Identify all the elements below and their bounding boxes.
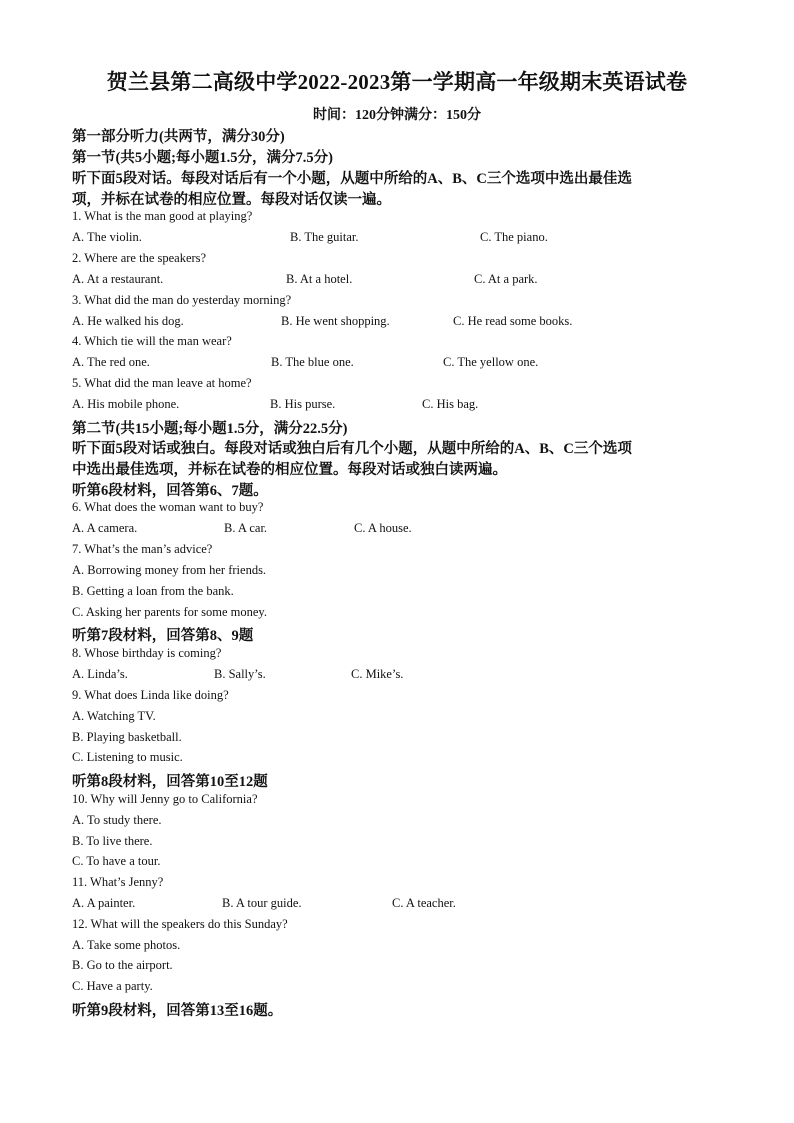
material-9-heading: 听第9段材料，回答第13至16题。 [72,1003,283,1019]
question-1-option-c: C. The piano. [480,230,548,244]
section1-heading: 第一节(共5小题;每小题1.5分，满分7.5分) [72,150,333,166]
question-5: 5. What did the man leave at home? [72,376,252,390]
question-10-option-c: C. To have a tour. [72,854,161,868]
question-2: 2. Where are the speakers? [72,251,207,265]
question-12-option-c: C. Have a party. [72,979,153,993]
question-1: 1. What is the man good at playing? [72,209,253,223]
question-12-option-a: A. Take some photos. [72,938,181,952]
question-7-option-b: B. Getting a loan from the bank. [72,584,234,598]
question-5-option-c: C. His bag. [422,397,479,411]
question-2-option-b: B. At a hotel. [286,272,353,286]
question-3-option-b: B. He went shopping. [281,314,390,328]
question-7-option-c: C. Asking her parents for some money. [72,605,267,619]
question-2-option-c: C. At a park. [474,272,538,286]
question-11-option-c: C. A teacher. [392,896,456,910]
exam-title: 贺兰县第二高级中学2022-2023第一学期高一年级期末英语试卷 [106,70,688,94]
question-8-option-b: B. Sally’s. [214,667,266,681]
question-4-option-c: C. The yellow one. [443,355,539,369]
question-4-option-b: B. The blue one. [271,355,354,369]
question-6-option-b: B. A car. [224,521,268,535]
question-8-option-a: A. Linda’s. [72,667,128,681]
question-6: 6. What does the woman want to buy? [72,500,264,514]
question-11-option-a: A. A painter. [72,896,136,910]
section1-instruction-line2: 项，并标在试卷的相应位置。每段对话仅读一遍。 [72,192,391,208]
question-8: 8. Whose birthday is coming? [72,646,222,660]
material-8-heading: 听第8段材料，回答第10至12题 [72,774,268,790]
question-9: 9. What does Linda like doing? [72,688,229,702]
question-8-option-c: C. Mike’s. [351,667,404,681]
section2-instruction-line2: 中选出最佳选项，并标在试卷的相应位置。每段对话或独白读两遍。 [72,462,507,478]
question-6-option-c: C. A house. [354,521,412,535]
question-1-option-a: A. The violin. [72,230,142,244]
question-10-option-a: A. To study there. [72,813,162,827]
section2-heading: 第二节(共15小题;每小题1.5分，满分22.5分) [72,421,348,437]
question-5-option-a: A. His mobile phone. [72,397,180,411]
question-4: 4. Which tie will the man wear? [72,334,232,348]
question-9-option-a: A. Watching TV. [72,709,156,723]
question-12: 12. What will the speakers do this Sunday? [72,917,288,931]
question-9-option-c: C. Listening to music. [72,750,183,764]
exam-time-score: 时间：120分钟满分：150分 [313,108,481,123]
question-6-option-a: A. A camera. [72,521,138,535]
question-3-option-a: A. He walked his dog. [72,314,184,328]
question-4-option-a: A. The red one. [72,355,150,369]
material-7-heading: 听第7段材料，回答第8、9题 [72,628,254,644]
question-11-option-b: B. A tour guide. [222,896,302,910]
question-11: 11. What’s Jenny? [72,875,164,889]
question-7: 7. What’s the man’s advice? [72,542,213,556]
question-1-option-b: B. The guitar. [290,230,359,244]
question-5-option-b: B. His purse. [270,397,336,411]
question-7-option-a: A. Borrowing money from her friends. [72,563,267,577]
question-12-option-b: B. Go to the airport. [72,958,173,972]
question-3: 3. What did the man do yesterday morning? [72,293,292,307]
section1-instruction-line1: 听下面5段对话。每段对话后有一个小题，从题中所给的A、B、C三个选项中选出最佳选 [72,171,632,187]
question-3-option-c: C. He read some books. [453,314,573,328]
section2-instruction-line1: 听下面5段对话或独白。每段对话或独白后有几个小题，从题中所给的A、B、C三个选项 [72,441,632,457]
question-2-option-a: A. At a restaurant. [72,272,164,286]
material-6-heading: 听第6段材料，回答第6、7题。 [72,483,268,499]
part1-heading: 第一部分听力(共两节，满分30分) [72,129,285,145]
question-9-option-b: B. Playing basketball. [72,730,182,744]
question-10: 10. Why will Jenny go to California? [72,792,258,806]
question-10-option-b: B. To live there. [72,834,153,848]
